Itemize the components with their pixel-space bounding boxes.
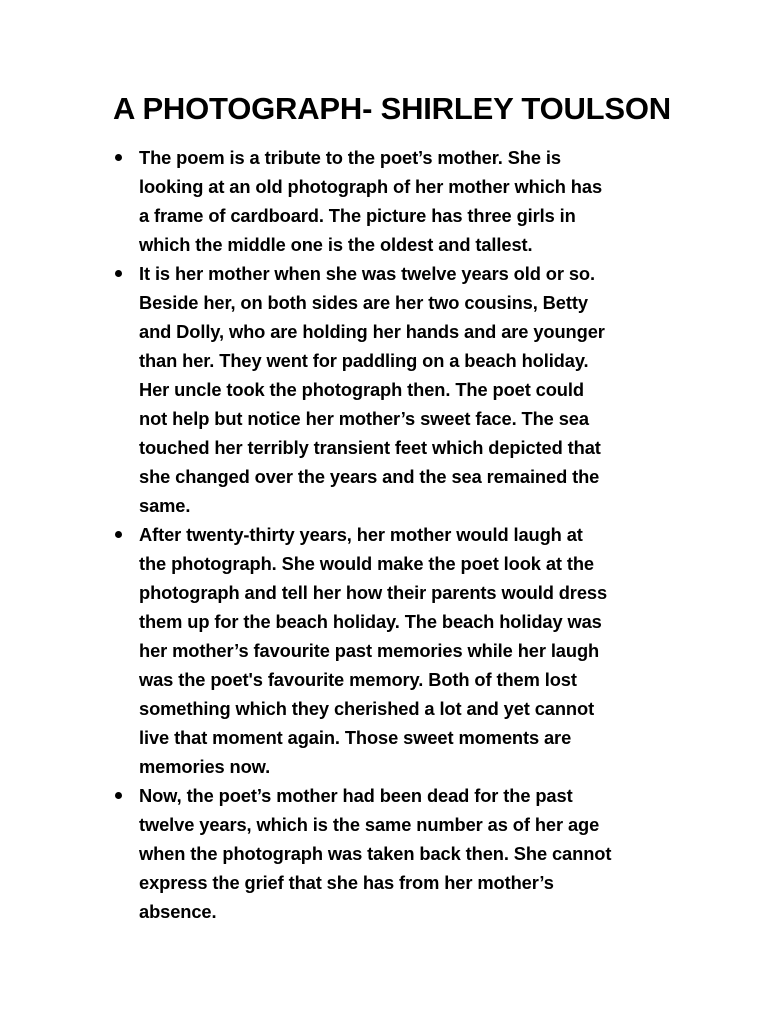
bullet-text-line: photograph and tell her how their parents would dress — [139, 582, 608, 603]
bullet-text-line: express the grief that she has from her mother’s — [139, 872, 554, 893]
bullet-text-line: them up for the beach holiday. The beach holiday was — [139, 611, 602, 632]
bullet-text-line: same. — [139, 495, 191, 516]
bullet-item — [139, 259, 679, 520]
bullet-text-line: a frame of cardboard. The picture has three girls in — [139, 205, 576, 226]
bullet-text-line: the photograph. She would make the poet look at the — [139, 553, 595, 574]
bullet-item — [139, 143, 679, 259]
bullet-text-line: After twenty-thirty years, her mother would laugh at — [139, 524, 583, 545]
document-title: A PHOTOGRAPH- SHIRLEY TOULSON — [113, 91, 671, 126]
bullet-text-line: when the photograph was taken back then. She cannot — [139, 843, 612, 864]
bullet-text-line: Now, the poet’s mother had been dead for the past — [139, 785, 573, 806]
bullet-item — [139, 520, 679, 781]
bullet-text-line: Her uncle took the photograph then. The poet could — [139, 379, 584, 400]
bullet-text-line: which the middle one is the oldest and tallest. — [139, 234, 533, 255]
bullet-text-line: memories now. — [139, 756, 271, 777]
bullet-text-line: live that moment again. Those sweet moments are — [139, 727, 572, 748]
bullet-text-line: her mother’s favourite past memories while her laugh — [139, 640, 600, 661]
bullet-text-line: Beside her, on both sides are her two cousins, Betty — [139, 292, 588, 313]
bullet-text-line: It is her mother when she was twelve years old or so. — [139, 263, 595, 284]
bullet-icon — [115, 792, 122, 799]
bullet-item — [139, 781, 679, 926]
bullet-text-line: looking at an old photograph of her mother which has — [139, 176, 603, 197]
bullet-list — [139, 143, 679, 926]
bullet-text-line: twelve years, which is the same number as of her age — [139, 814, 600, 835]
bullet-text-line: than her. They went for paddling on a beach holiday. — [139, 350, 589, 371]
bullet-text-line: something which they cherished a lot and yet cannot — [139, 698, 595, 719]
bullet-text-line: not help but notice her mother’s sweet face. The sea — [139, 408, 589, 429]
bullet-text-line: touched her terribly transient feet which depicted that — [139, 437, 601, 458]
bullet-text-line: she changed over the years and the sea remained the — [139, 466, 600, 487]
bullet-text-line: and Dolly, who are holding her hands and are younger — [139, 321, 605, 342]
bullet-icon — [115, 270, 122, 277]
bullet-icon — [115, 154, 122, 161]
bullet-text-line: The poem is a tribute to the poet’s mother. She is — [139, 147, 561, 168]
bullet-text-line: absence. — [139, 901, 217, 922]
bullet-text-line: was the poet's favourite memory. Both of them lost — [139, 669, 577, 690]
bullet-icon — [115, 531, 122, 538]
